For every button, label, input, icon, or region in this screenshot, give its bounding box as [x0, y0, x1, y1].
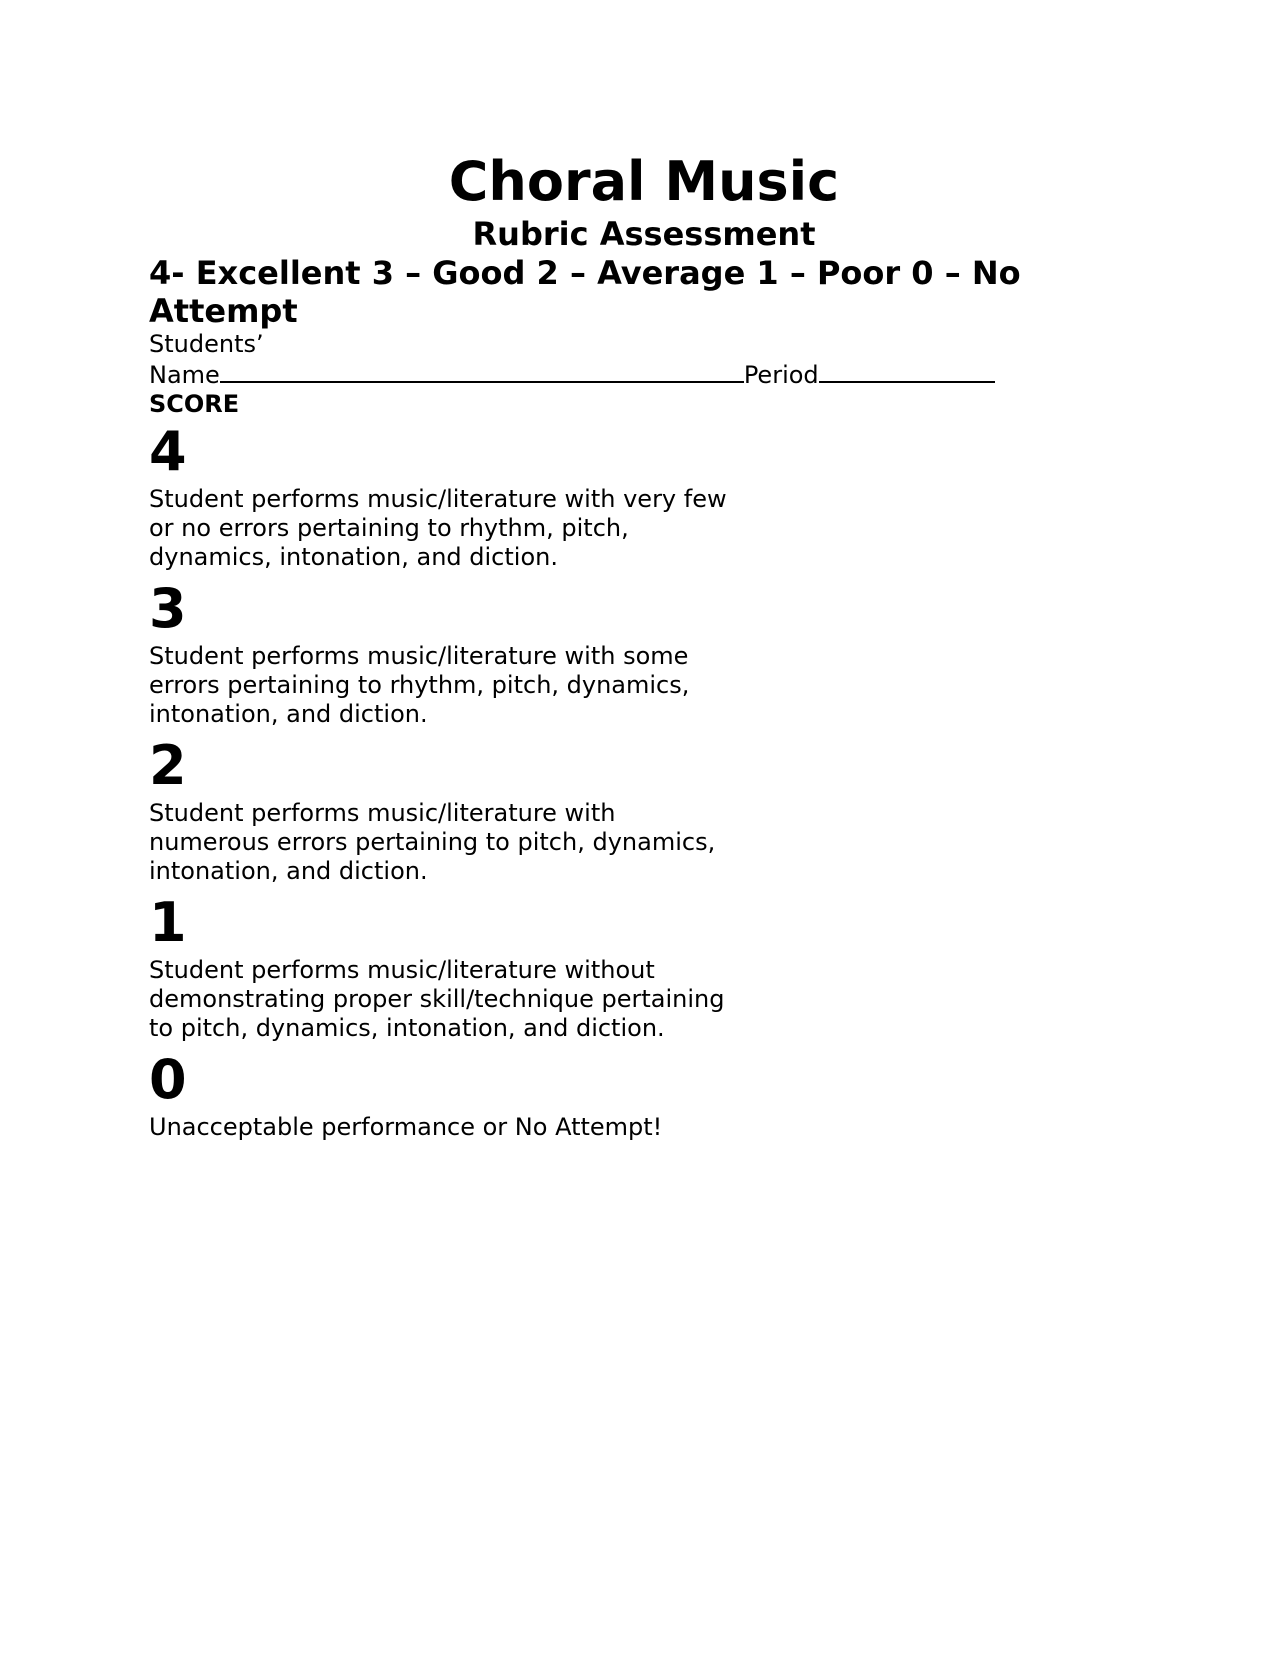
- level-description: Unacceptable performance or No Attempt!: [149, 1113, 663, 1141]
- name-period-line: [149, 359, 1139, 390]
- level-score: 2: [149, 734, 187, 797]
- rubric-level: [149, 1047, 1139, 1142]
- name-blank[interactable]: [220, 359, 744, 383]
- rubric-level: [149, 733, 1139, 886]
- rubric-level: [149, 890, 1139, 1043]
- score-heading: SCORE: [149, 390, 240, 418]
- level-description: Student performs music/literature with numerous errors pertaining to pitch, dynamics, intonation, and diction.: [149, 799, 716, 885]
- period-blank[interactable]: [819, 359, 995, 383]
- level-description: Student performs music/literature with very few or no errors pertaining to rhythm, pitch, dynamics, intonation, and diction.: [149, 485, 727, 571]
- rubric-level: [149, 419, 1139, 572]
- document-page: [149, 150, 1139, 1142]
- level-description: Student performs music/literature with some errors pertaining to rhythm, pitch, dynamics, intonation, and diction.: [149, 642, 690, 728]
- period-label: Period: [743, 361, 819, 389]
- rubric-level: [149, 576, 1139, 729]
- students-label: Students’: [149, 330, 264, 358]
- level-score: 1: [149, 891, 187, 954]
- rating-scale: 4- Excellent 3 – Good 2 – Average 1 – Poor 0 – No Attempt: [149, 254, 1021, 330]
- level-score: 3: [149, 577, 187, 640]
- level-score: 4: [149, 420, 187, 483]
- name-label: Name: [149, 361, 220, 389]
- level-score: 0: [149, 1048, 187, 1111]
- document-subtitle: Rubric Assessment: [472, 215, 816, 253]
- document-title: Choral Music: [448, 150, 840, 213]
- level-description: Student performs music/literature without demonstrating proper skill/technique pertaining to pitch, dynamics, intonation, and diction.: [149, 956, 725, 1042]
